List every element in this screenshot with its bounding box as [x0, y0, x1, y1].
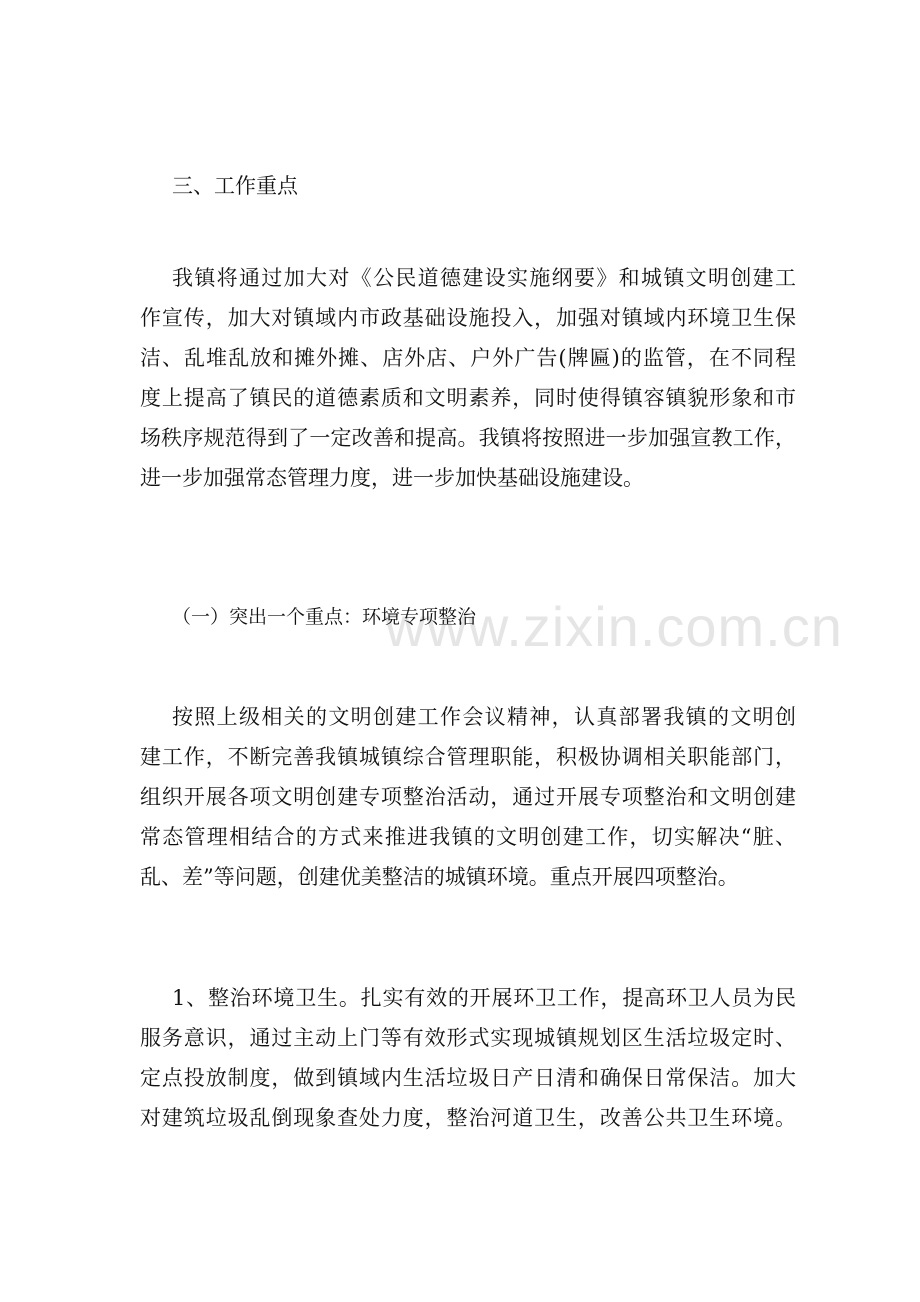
body-line: 组织开展各项文明创建专项整治活动，通过开展专项整治和文明创建: [140, 785, 796, 809]
watermark: www.zixin.com.cn: [385, 595, 843, 658]
body-line: 乱、差”等问题，创建优美整洁的城镇环境。重点开展四项整治。: [140, 865, 739, 889]
item-1-line: 服务意识，通过主动上门等有效形式实现城镇规划区生活垃圾定时、: [140, 1026, 796, 1050]
item-1-line: 1、整治环境卫生。扎实有效的开展环卫工作，提高环卫人员为民: [172, 986, 796, 1010]
item-1-line: 定点投放制度，做到镇域内生活垃圾日产日清和确保日常保洁。加大: [140, 1066, 796, 1090]
body-line: 常态管理相结合的方式来推进我镇的文明创建工作，切实解决“脏、: [140, 825, 796, 849]
intro-line: 洁、乱堆乱放和摊外摊、店外店、户外广告(牌匾)的监管，在不同程: [140, 346, 796, 370]
subsection-heading: （一）突出一个重点：环境专项整治: [172, 606, 477, 628]
body-paragraph: [140, 697, 796, 897]
body-line: 建工作，不断完善我镇城镇综合管理职能，积极协调相关职能部门，: [140, 745, 796, 769]
intro-line: 作宣传，加大对镇域内市政基础设施投入，加强对镇域内环境卫生保: [140, 306, 796, 330]
intro-line: 度上提高了镇民的道德素质和文明素养，同时使得镇容镇貌形象和市: [140, 386, 796, 410]
intro-line: 场秩序规范得到了一定改善和提高。我镇将按照进一步加强宣教工作，: [140, 426, 796, 450]
intro-line: 我镇将通过加大对《公民道德建设实施纲要》和城镇文明创建工: [172, 266, 796, 290]
intro-paragraph: [140, 258, 796, 498]
intro-line: 进一步加强常态管理力度，进一步加快基础设施建设。: [140, 466, 644, 490]
item-1-paragraph: [140, 978, 796, 1138]
section-heading: 三、工作重点: [172, 174, 298, 198]
body-line: 按照上级相关的文明创建工作会议精神，认真部署我镇的文明创: [172, 705, 796, 729]
item-1-line: 对建筑垃圾乱倒现象查处力度，整治河道卫生，改善公共卫生环境。: [140, 1106, 796, 1130]
